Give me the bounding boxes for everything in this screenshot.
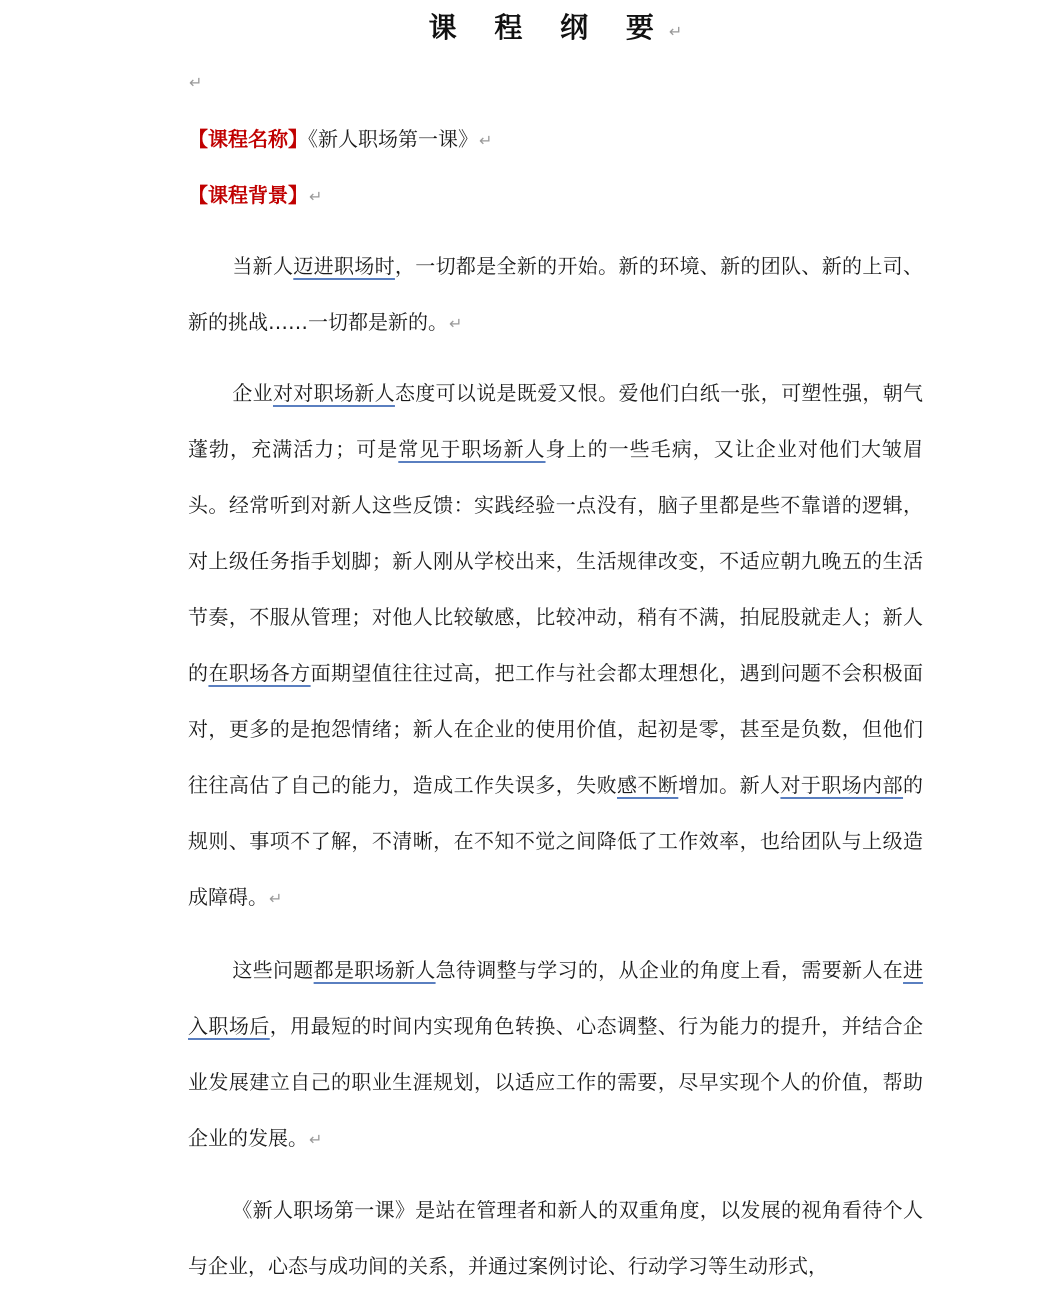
paragraph-mark-icon: ↵: [309, 187, 323, 206]
paragraph-mark-icon: ↵: [189, 73, 203, 92]
paragraph-text: 身上的一些毛病，又让企业对他们大皱眉头。经常听到对新人这些反馈：实践经验一点没有，脑子里都是些不靠谱的逻辑，对上级任务指手划脚；新人刚从学校出来，生活规律改变，不适应朝九晚五的生活节奏，不服从管理；对他人比较敏感，比较冲动，稍有不满，拍屁股就走人；新人的: [188, 437, 924, 685]
course-background-label: 【课程背景】: [188, 183, 308, 207]
paragraph-text: 企业: [232, 381, 273, 405]
underlined-phrase: 都是职场新人: [313, 958, 436, 982]
paragraph-mark-icon: ↵: [269, 889, 283, 908]
paragraph-text: 这些问题: [232, 958, 314, 982]
underlined-phrase: 常见于职场新人: [398, 437, 546, 461]
paragraph-text: ，用最短的时间内实现角色转换、心态调整、行为能力的提升，并结合企业发展建立自己的职业生涯规划，以适应工作的需要，尽早实现个人的价值，帮助企业的发展。: [188, 1014, 924, 1150]
body-paragraph: [188, 1182, 923, 1294]
paragraph-text: 增加。新人: [678, 773, 781, 797]
paragraph-text: 《新人职场第一课》是站在管理者和新人的双重角度，以发展的视角看待个人与企业，心态与成功间的关系，并通过案例讨论、行动学习等生动形式，: [188, 1198, 923, 1278]
course-name-line: [188, 125, 492, 155]
underlined-phrase: 感不断: [617, 773, 679, 797]
paragraph-mark-icon: ↵: [668, 22, 683, 41]
paragraph-mark-icon: ↵: [449, 314, 463, 333]
paragraph-mark-icon: ↵: [309, 1130, 323, 1149]
underlined-phrase: 对于职场内部: [780, 773, 904, 797]
paragraph-text: 面期望值往往过高，把工作与社会都太理想化，遇到问题不会积极面对，更多的是抱怨情绪；新人在企业的使用价值，起初是零，甚至是负数，但他们往往高估了自己的能力，造成工作失误多，失败: [188, 661, 924, 797]
paragraph-text: 急待调整与学习的，从企业的角度上看，需要新人在: [435, 958, 904, 982]
underlined-phrase: 在职场各方: [208, 661, 311, 685]
paragraph-text: ，一切都是全新的开始。新的环境、新的团队、新的上司、新的挑战……一切都是新的。: [188, 254, 924, 334]
body-paragraph: [188, 365, 923, 927]
underlined-phrase: 对对职场新人: [272, 381, 395, 405]
paragraph-text: 态度可以说是既爱又恨。爱他们白纸一张，可塑性强，朝气蓬勃，充满活力；可是: [188, 381, 924, 461]
course-background-line: [188, 181, 322, 211]
paragraph-text: 当新人: [232, 254, 294, 278]
course-name-value: 《新人职场第一课》: [308, 127, 478, 151]
course-name-label: 【课程名称】: [188, 127, 308, 151]
underlined-phrase: 进入职场后: [188, 958, 924, 1038]
title-text: 课 程 纲 要: [428, 11, 668, 44]
body-paragraph: [188, 942, 923, 1168]
paragraph-text: 的规则、事项不了解，不清晰，在不知不觉之间降低了工作效率，也给团队与上级造成障碍。: [188, 773, 924, 909]
paragraph-mark-icon: ↵: [479, 131, 493, 150]
body-paragraph: [188, 238, 923, 352]
underlined-phrase: 迈进职场时: [293, 254, 395, 278]
empty-paragraph: [188, 70, 202, 96]
document-title: [188, 8, 923, 52]
